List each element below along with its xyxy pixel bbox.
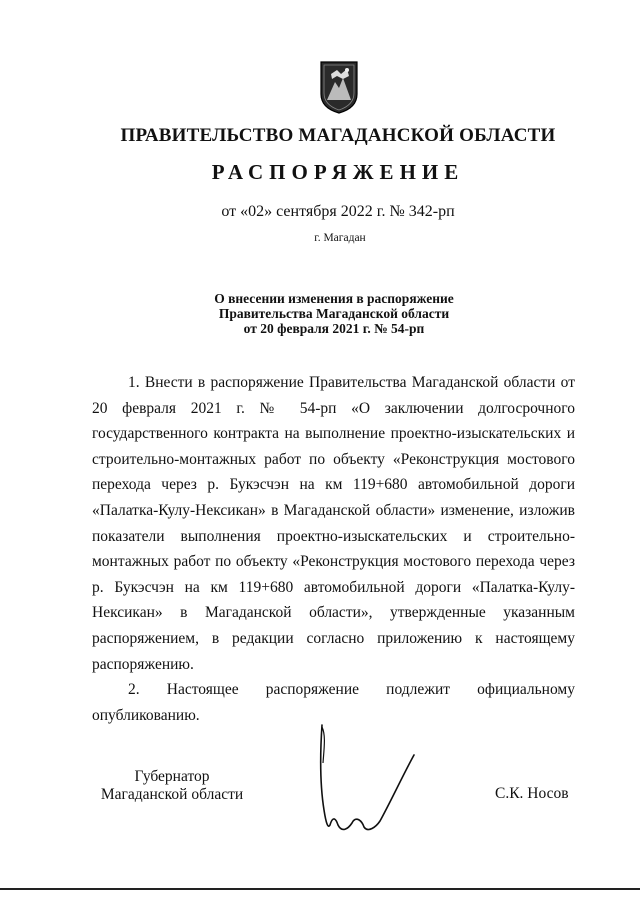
organization-title: ПРАВИТЕЛЬСТВО МАГАДАНСКОЙ ОБЛАСТИ (120, 125, 556, 146)
signatory-position (92, 768, 252, 804)
document-body (92, 370, 575, 728)
document-type-title: РАСПОРЯЖЕНИЕ (211, 160, 465, 184)
subject-line: от 20 февраля 2021 г. № 54-рп (243, 321, 425, 336)
signatory-position-line: Губернатор (134, 768, 210, 785)
subject-line: Правительства Магаданской области (218, 306, 450, 321)
city-label: г. Магадан (314, 232, 366, 244)
signatory-position-line: Магаданской области (100, 786, 244, 803)
document-subject (14, 291, 640, 336)
body-paragraph-2: 2. Настоящее распоряжение подлежит официальному опубликованию. (92, 681, 575, 724)
coat-of-arms-emblem (319, 60, 359, 115)
page-bottom-rule (0, 888, 640, 890)
date-and-number: от «02» сентября 2022 г. № 342-рп (221, 203, 455, 220)
body-paragraph-1: 1. Внести в распоряжение Правительства Магаданской области от 20 февраля 2021 г. № 54-рп «О заключении долгосрочного государственного контракта на выполнение проектно-изыскательских и строительно-монтажных работ по объекту «Реконструкция мостового перехода через р. Букэсчэн на км 119+680 автомобильной дороги «Палатка-Кулу-Нексикан» в Магаданской области» изменение, изложив показатели выполнения проектно-изыскательских и строительно-монтажных работ по объекту «Реконструкция мостового перехода через р. Букэсчэн на км 119+680 автомобильной дороги «Палатка-Кулу-Нексикан» в Магаданской области», утвержденные указанным распоряжением, в редакции согласно приложению к настоящему распоряжению. (92, 374, 575, 673)
signatory-name: С.К. Носов (495, 785, 569, 802)
handwritten-signature (300, 715, 420, 845)
subject-line: О внесении изменения в распоряжение (214, 291, 454, 306)
